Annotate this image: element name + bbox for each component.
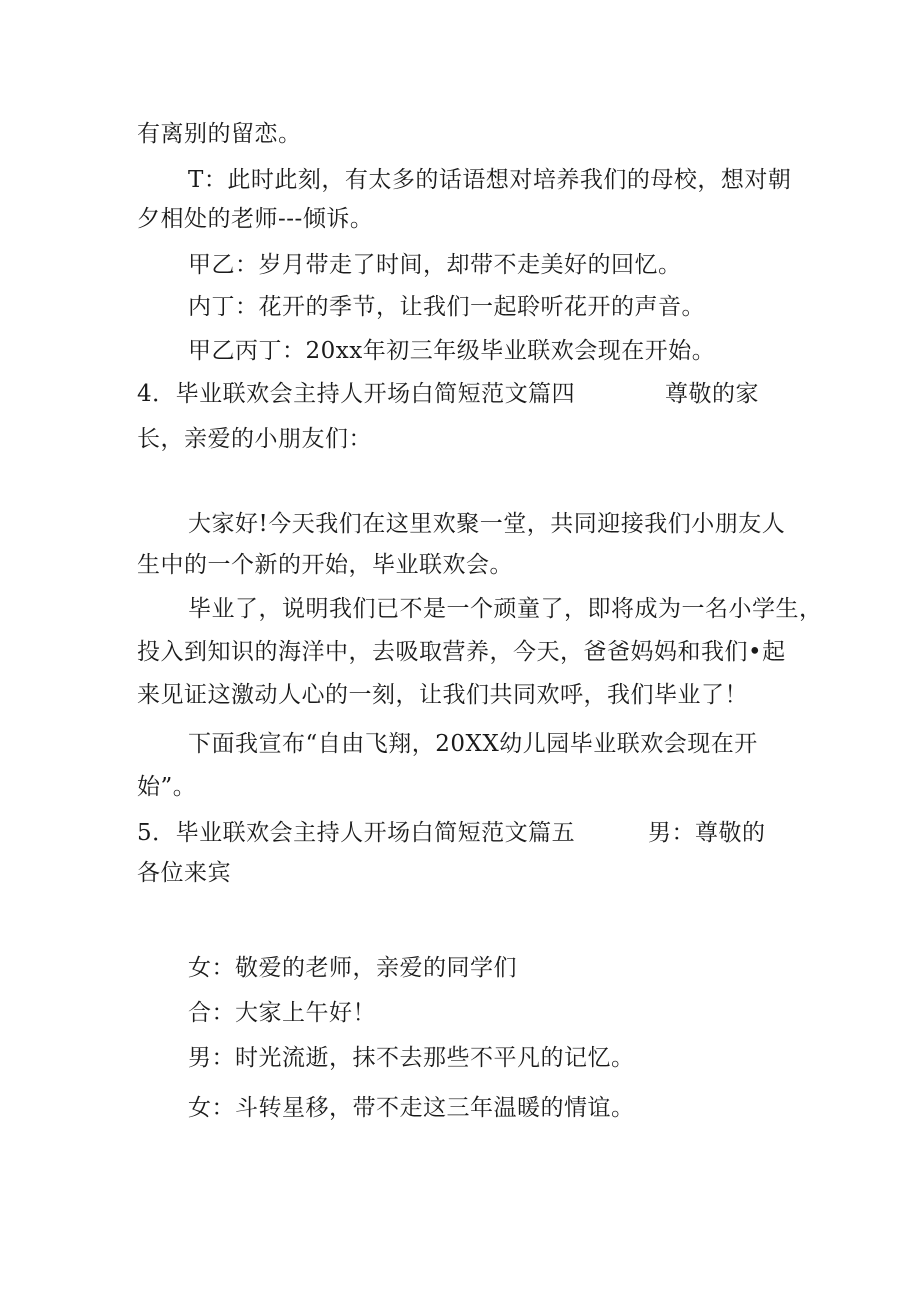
text-line: 女：敬爱的老师，亲爱的同学们 bbox=[188, 955, 517, 981]
text-line: 大家好!今天我们在这里欢聚一堂，共同迎接我们小朋友人 bbox=[188, 511, 786, 537]
section-heading-4-tail: 尊敬的家 bbox=[665, 381, 759, 407]
text-line: 甲乙丙丁：20xx年初三年级毕业联欢会现在开始。 bbox=[188, 338, 716, 364]
text-line: 有离别的留恋。 bbox=[137, 121, 302, 147]
text-line: 甲乙：岁月带走了时间，却带不走美好的回忆。 bbox=[188, 252, 682, 278]
text-line: 投入到知识的海洋中，去吸取营养，今天，爸爸妈妈和我们•起 bbox=[137, 639, 786, 665]
text-line: 生中的一个新的开始，毕业联欢会。 bbox=[137, 552, 513, 578]
text-line: 内丁：花开的季节，让我们一起聆听花开的声音。 bbox=[188, 294, 705, 320]
section-heading-5-tail: 男：尊敬的 bbox=[648, 820, 766, 846]
section-heading-5: 5．毕业联欢会主持人开场白简短范文篇五 bbox=[137, 820, 576, 846]
text-line: 夕相处的老师---倾诉。 bbox=[137, 206, 374, 232]
section-heading-4: 4．毕业联欢会主持人开场白简短范文篇四 bbox=[137, 381, 576, 407]
text-line: 女：斗转星移，带不走这三年温暖的情谊。 bbox=[188, 1095, 635, 1121]
text-line: T：此时此刻，有太多的话语想对培养我们的母校，想对朝 bbox=[188, 167, 792, 193]
text-line: 来见证这激动人心的一刻，让我们共同欢呼，我们毕业了！ bbox=[137, 682, 748, 708]
text-line: 始”。 bbox=[137, 774, 197, 800]
text-line: 各位来宾 bbox=[137, 860, 231, 886]
text-line: 下面我宣布“自由飞翔，20XX幼儿园毕业联欢会现在开 bbox=[188, 731, 758, 757]
text-line: 合：大家上午好！ bbox=[188, 1000, 376, 1026]
text-line: 毕业了，说明我们已不是一个顽童了，即将成为一名小学生， bbox=[188, 596, 823, 622]
text-line: 长，亲爱的小朋友们： bbox=[137, 426, 372, 452]
text-line: 男：时光流逝，抹不去那些不平凡的记忆。 bbox=[188, 1045, 635, 1071]
